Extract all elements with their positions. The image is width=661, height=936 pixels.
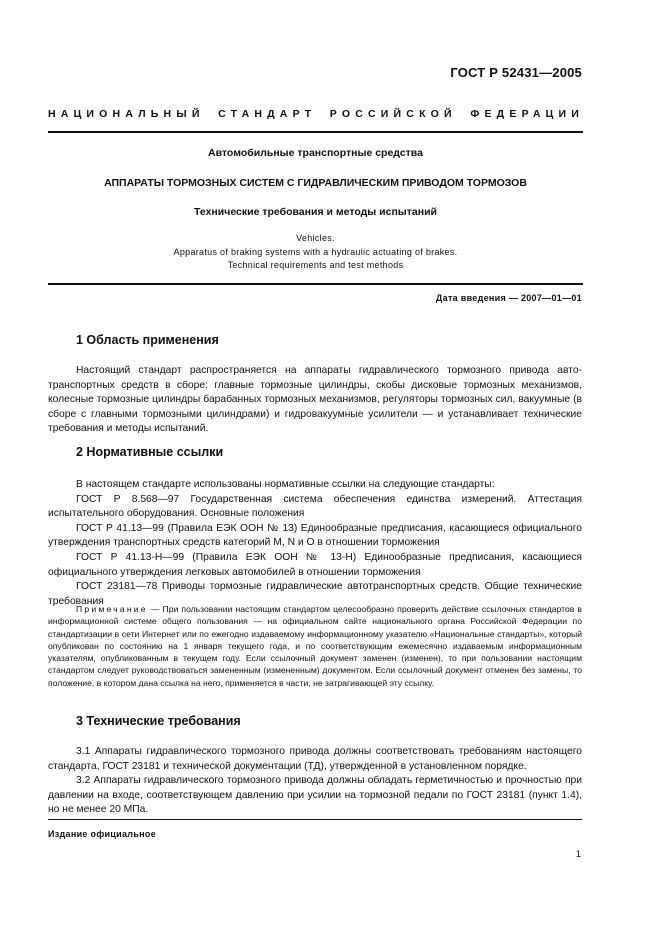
header-rule <box>48 131 583 133</box>
title-main: АППАРАТЫ ТОРМОЗНЫХ СИСТЕМ С ГИДРАВЛИЧЕСКИМ ПРИВОДОМ ТОРМОЗОВ <box>104 177 527 189</box>
title-subtitle: Технические требования и методы испытаний <box>194 206 437 218</box>
title-category: Автомобильные транспортные средства <box>208 147 423 159</box>
clause-3-1: 3.1 Аппараты гидравлического тормозного привода должны соответствовать требованиям настоящего стандарта, ГОСТ 23181 и технической документации (ТД), утвержденной в установленном порядке. <box>48 746 582 772</box>
reference-item: В настоящем стандарте использованы нормативные ссылки на следующие стандарты: <box>76 479 495 490</box>
national-standard-banner: НАЦИОНАЛЬНЫЙ СТАНДАРТ РОССИЙСКОЙ ФЕДЕРАЦИИ <box>48 108 584 120</box>
title-english-line: Apparatus of braking systems with a hydraulic actuating of brakes. <box>173 246 458 257</box>
normative-references-list <box>48 478 582 609</box>
references-note <box>48 603 582 689</box>
reference-item: ГОСТ Р 41.13-Н—99 (Правила ЕЭК ООН № 13-Н) Единообразные предписания, касающиеся официального утверждения легковых автомобилей в отношении торможения <box>48 551 582 578</box>
section-1-heading: 1 Область применения <box>76 333 219 347</box>
reference-item: ГОСТ Р 8.568—97 Государственная система обеспечения единства измерений. Аттестация испытательного оборудования. Основные положения <box>48 493 582 520</box>
note-text: — При пользовании настоящим стандартом целесообразно проверить действие ссылочных стандартов в информационной системе общего пользования — на официальном сайте национального органа Российской Федерации по стандартизации в сети Интернет или по ежегодно издаваемому информационному указателю «Национальные стандарты», который опубликован по состоянию на 1 января текущего года, и по соответствующим ежемесячно издаваемым информационным указателям, опубликованным в текущем году. Если ссылочный документ заменен (изменен), то при пользовании настоящим стандартом следует руководствоваться замененным (измененным) документом. Если ссылочный документ отменен без замены, то положение, в котором дана ссылка на него, применяется в части, не затрагивающей эту ссылку. <box>48 604 582 688</box>
document-code: ГОСТ Р 52431—2005 <box>450 65 582 80</box>
title-english <box>48 232 583 273</box>
section-2-heading: 2 Нормативные ссылки <box>76 445 224 459</box>
footer-rule <box>48 819 582 820</box>
title-english-line: Vehicles. <box>296 233 335 243</box>
introduction-date: Дата введения — 2007—01—01 <box>435 293 582 303</box>
title-rule <box>48 283 583 285</box>
note-label: Примечание <box>76 604 148 614</box>
reference-item: ГОСТ Р 41.13—99 (Правила ЕЭК ООН № 13) Единообразные предписания, касающиеся официального утверждения транспортных средств категорий М, N и О в отношении торможения <box>48 522 582 549</box>
page-number: 1 <box>575 849 581 860</box>
title-english-line: Technical requirements and test methods <box>227 260 404 270</box>
official-edition-label: Издание официальное <box>48 829 157 839</box>
reference-item: ГОСТ 23181—78 Приводы тормозные гидравлические автотранспортных средств. Общие технические требования <box>48 581 582 607</box>
clause-3-2: 3.2 Аппараты гидравлического тормозного привода должны обладать герметичностью и прочностью при давлении на входе, соответствующем давлению при усилии на тормозной педали по ГОСТ 23181 (пункт 1.4), но не менее 20 МПа. <box>48 775 582 816</box>
section-3-heading: 3 Технические требования <box>76 714 241 728</box>
section-1-text: Настоящий стандарт распространяется на аппараты гидравлического тормозного привода автотранспортных средств в сборе: главные тормозные цилиндры, скобы дисковые тормозных механизмов, колесные тормозные цилиндры барабанных тормозных механизмов, регуляторы тормозных сил, вакуумные (в сборе с главными тормозными цилиндрами) и гидровакуумные усилители — и устанавливает технические требования и методы испытаний. <box>48 365 582 435</box>
